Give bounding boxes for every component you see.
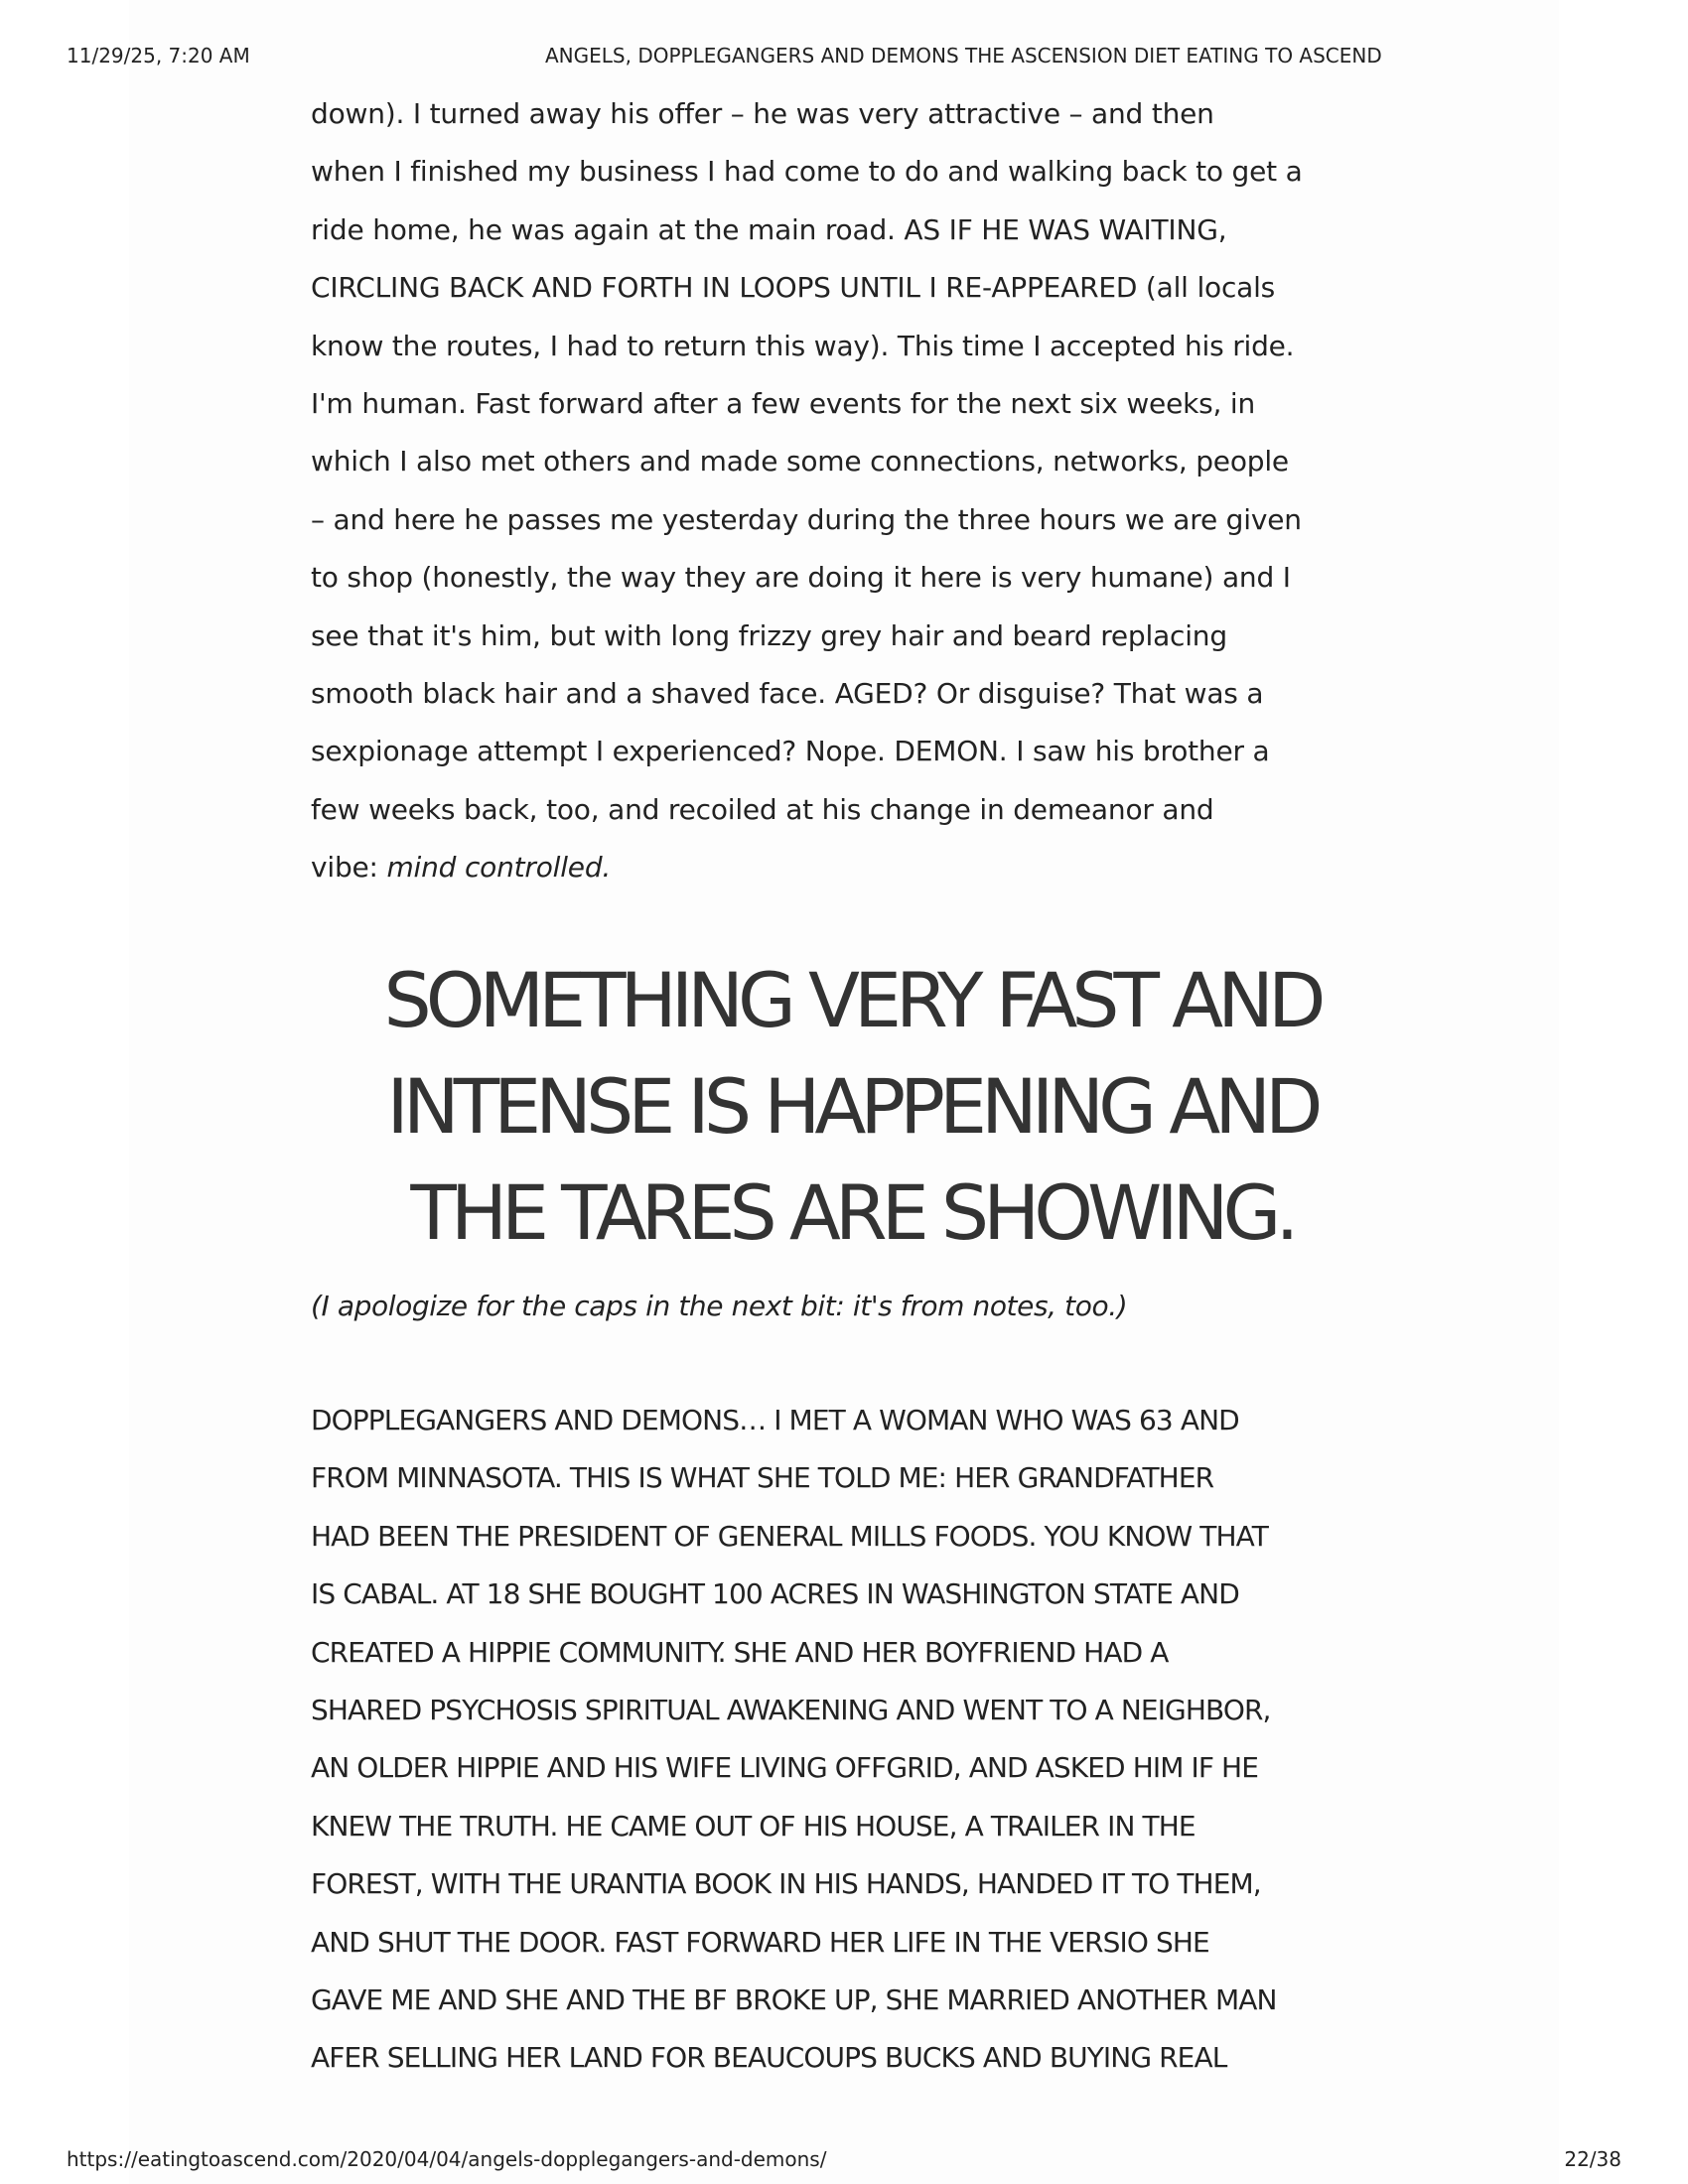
paragraph-line: ride home, he was again at the main road. AS IF HE WAS WAITING,	[311, 212, 1227, 246]
paragraph-line: which I also met others and made some connections, networks, people	[311, 445, 1289, 478]
paragraph-line: KNEW THE TRUTH. HE CAME OUT OF HIS HOUSE, A TRAILER IN THE	[311, 1809, 1196, 1843]
heading-line: SOMETHING VERY FAST AND	[383, 956, 1321, 1044]
paragraph-line: few weeks back, too, and recoiled at his change in demeanor and	[311, 792, 1214, 826]
paragraph-line: when I finished my business I had come to do and walking back to get a	[311, 155, 1303, 189]
paragraph-line: down). I turned away his offer – he was very attractive – and then	[311, 97, 1214, 130]
section-heading	[311, 947, 1393, 1266]
paragraph-line: GAVE ME AND SHE AND THE BF BROKE UP, SHE MARRIED ANOTHER MAN	[311, 1983, 1277, 2017]
print-header	[0, 44, 1688, 73]
paragraph-line: I'm human. Fast forward after a few events for the next six weeks, in	[311, 387, 1256, 421]
paragraph-line: CIRCLING BACK AND FORTH IN LOOPS UNTIL I RE-APPEARED (all locals	[311, 271, 1276, 305]
heading-line: INTENSE IS HAPPENING AND	[386, 1062, 1318, 1151]
paragraph-line: FROM MINNASOTA. THIS IS WHAT SHE TOLD ME: HER GRANDFATHER	[311, 1461, 1214, 1495]
paragraph-line: AN OLDER HIPPIE AND HIS WIFE LIVING OFFGRID, AND ASKED HIM IF HE	[311, 1751, 1258, 1785]
paragraph-line: SHARED PSYCHOSIS SPIRITUAL AWAKENING AND WENT TO A NEIGHBOR,	[311, 1694, 1271, 1727]
paragraph-line: smooth black hair and a shaved face. AGED? Or disguise? That was a	[311, 677, 1264, 711]
paragraph-line: see that it's him, but with long frizzy grey hair and beard replacing	[311, 618, 1227, 652]
italic-note: (I apologize for the caps in the next bit: it's from notes, too.)	[311, 1290, 1128, 1322]
page-url: https://eatingtoascend.com/2020/04/04/angels-dopplegangers-and-demons/	[67, 2147, 827, 2171]
paragraph-line: to shop (honestly, the way they are doing it here is very humane) and I	[311, 561, 1291, 595]
paragraph-line: AND SHUT THE DOOR. FAST FORWARD HER LIFE IN THE VERSIO SHE	[311, 1925, 1209, 1959]
emphasis-text: mind controlled.	[386, 851, 612, 885]
paragraph-last-line	[311, 839, 1303, 896]
paragraph-line: DOPPLEGANGERS AND DEMONS… I MET A WOMAN WHO WAS 63 AND	[311, 1404, 1239, 1436]
paragraph-line: HAD BEEN THE PRESIDENT OF GENERAL MILLS FOODS. YOU KNOW THAT	[311, 1519, 1268, 1553]
print-datetime: 11/29/25, 7:20 AM	[67, 44, 250, 68]
paragraph-line-prefix: vibe:	[311, 851, 387, 885]
paragraph-line: sexpionage attempt I experienced? Nope. DEMON. I saw his brother a	[311, 735, 1270, 768]
paragraph-line: know the routes, I had to return this way). This time I accepted his ride.	[311, 329, 1295, 362]
paragraph-line: CREATED A HIPPIE COMMUNITY. SHE AND HER BOYFRIEND HAD A	[311, 1635, 1169, 1669]
print-page-title: ANGELS, DOPPLEGANGERS AND DEMONS THE ASCENSION DIET EATING TO ASCEND	[545, 44, 1382, 68]
page-number: 22/38	[1564, 2147, 1621, 2171]
paragraph-line: AFER SELLING HER LAND FOR BEAUCOUPS BUCKS AND BUYING REAL	[311, 2041, 1227, 2075]
paragraph-line: FOREST, WITH THE URANTIA BOOK IN HIS HANDS, HANDED IT TO THEM,	[311, 1867, 1261, 1901]
paragraph-line: – and here he passes me yesterday during the three hours we are given	[311, 502, 1302, 536]
article-paragraph	[311, 85, 1303, 897]
article-paragraph-caps	[311, 1392, 1277, 2088]
print-footer	[0, 2147, 1688, 2177]
paragraph-line: IS CABAL. AT 18 SHE BOUGHT 100 ACRES IN WASHINGTON STATE AND	[311, 1577, 1239, 1611]
heading-line: THE TARES ARE SHOWING.	[410, 1168, 1294, 1257]
